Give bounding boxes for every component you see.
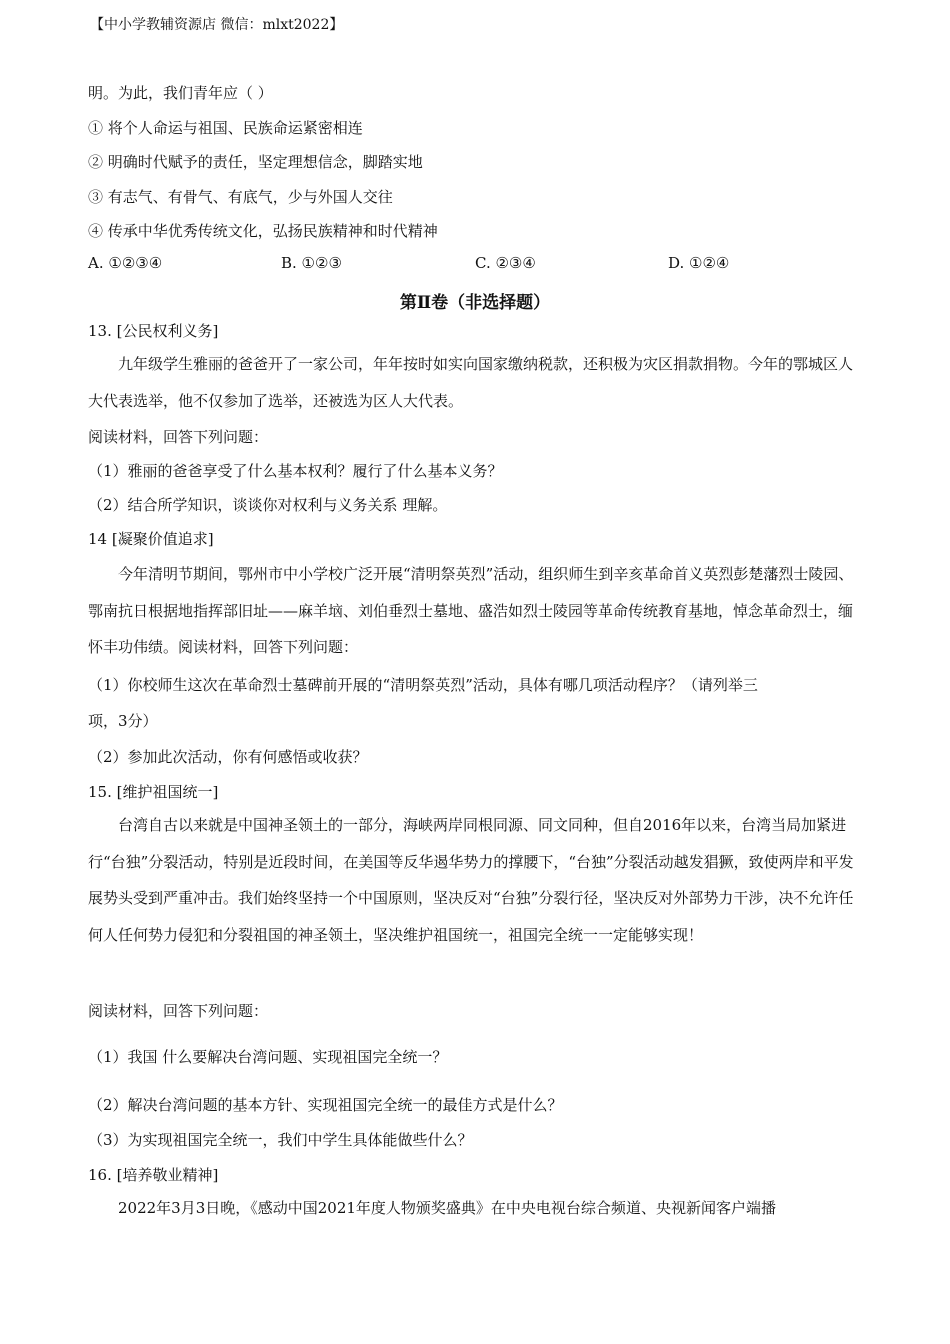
q13-material: 九年级学生雅丽的爸爸开了一家公司，年年按时如实向国家缴纳税款，还积极为灾区捐款捐物。今年的鄂城区人大代表选举，他不仅参加了选举，还被选为区人大代表。 bbox=[88, 355, 854, 410]
page-header: 【中小学教辅资源店 微信：mlxt2022】 bbox=[90, 17, 344, 33]
q15-title: 15. [维护祖国统一] bbox=[88, 783, 219, 801]
q14-question-1-line-1: （1）你校师生这次在革命烈士墓碑前开展的“清明祭英烈”活动，具体有哪几项活动程序？（请列举三 bbox=[88, 676, 758, 694]
q12-option-a: A. ①②③④ bbox=[88, 254, 163, 272]
q15-prompt: 阅读材料，回答下列问题： bbox=[88, 1002, 269, 1020]
q16-title: 16. [培养敬业精神] bbox=[88, 1166, 219, 1184]
q12-statement-2: ② 明确时代赋予的责任，坚定理想信念，脚踏实地 bbox=[88, 153, 423, 171]
q12-stem-tail: 明。为此，我们青年应（ ） bbox=[88, 84, 273, 102]
q14-question-2: （2）参加此次活动，你有何感悟或收获？ bbox=[88, 748, 368, 766]
q15-question-2: （2）解决台湾问题的基本方针、实现祖国完全统一的最佳方式是什么？ bbox=[88, 1096, 563, 1114]
q13-prompt: 阅读材料，回答下列问题： bbox=[88, 428, 269, 446]
q12-statement-3: ③ 有志气、有骨气、有底气，少与外国人交往 bbox=[88, 188, 393, 206]
q12-option-d: D. ①②④ bbox=[668, 254, 730, 272]
q15-question-3: （3）为实现祖国完全统一，我们中学生具体能做些什么？ bbox=[88, 1131, 473, 1149]
q13-question-2: （2）结合所学知识，谈谈你对权利与义务关系 理解。 bbox=[88, 496, 448, 514]
q14-title: 14 [凝聚价值追求] bbox=[88, 530, 214, 548]
q13-question-1: （1）雅丽的爸爸享受了什么基本权利？履行了什么基本义务？ bbox=[88, 462, 503, 480]
q15-material: 台湾自古以来就是中国神圣领土的一部分，海峡两岸同根同源、同文同种，但自2016年以来，台湾当局加紧进行“台独”分裂活动，特别是近段时间，在美国等反华遏华势力的撑腰下，“台独”分裂活动越发猖獗，致使两岸和平发展势头受到严重冲击。我们始终坚持一个中国原则，坚决反对“台独”分裂行径，坚决反对外部势力干涉，决不允许任何人任何势力侵犯和分裂祖国的神圣领土，坚决维护祖国统一，祖国完全统一一定能够实现！ bbox=[88, 816, 854, 944]
section-title: 第Ⅱ卷（非选择题） bbox=[399, 293, 551, 313]
q16-material: 2022年3月3日晚，《感动中国2021年度人物颁奖盛典》在中央电视台综合频道、央视新闻客户端播 bbox=[118, 1199, 776, 1217]
q12-statement-1: ① 将个人命运与祖国、民族命运紧密相连 bbox=[88, 119, 363, 137]
q12-option-b: B. ①②③ bbox=[281, 254, 342, 272]
q12-statement-4: ④ 传承中华优秀传统文化，弘扬民族精神和时代精神 bbox=[88, 222, 438, 240]
q13-title: 13. [公民权利义务] bbox=[88, 322, 219, 340]
q14-material: 今年清明节期间，鄂州市中小学校广泛开展“清明祭英烈”活动，组织师生到辛亥革命首义英烈彭楚藩烈士陵园、鄂南抗日根据地指挥部旧址——麻羊垴、刘伯垂烈士墓地、盛浩如烈士陵园等革命传统教育基地，悼念革命烈士，缅怀丰功伟绩。阅读材料，回答下列问题： bbox=[88, 565, 854, 656]
q12-option-c: C. ②③④ bbox=[475, 254, 536, 272]
q15-question-1: （1）我国 什么要解决台湾问题、实现祖国完全统一？ bbox=[88, 1048, 448, 1066]
q14-question-1-line-2: 项，3分） bbox=[88, 712, 158, 730]
